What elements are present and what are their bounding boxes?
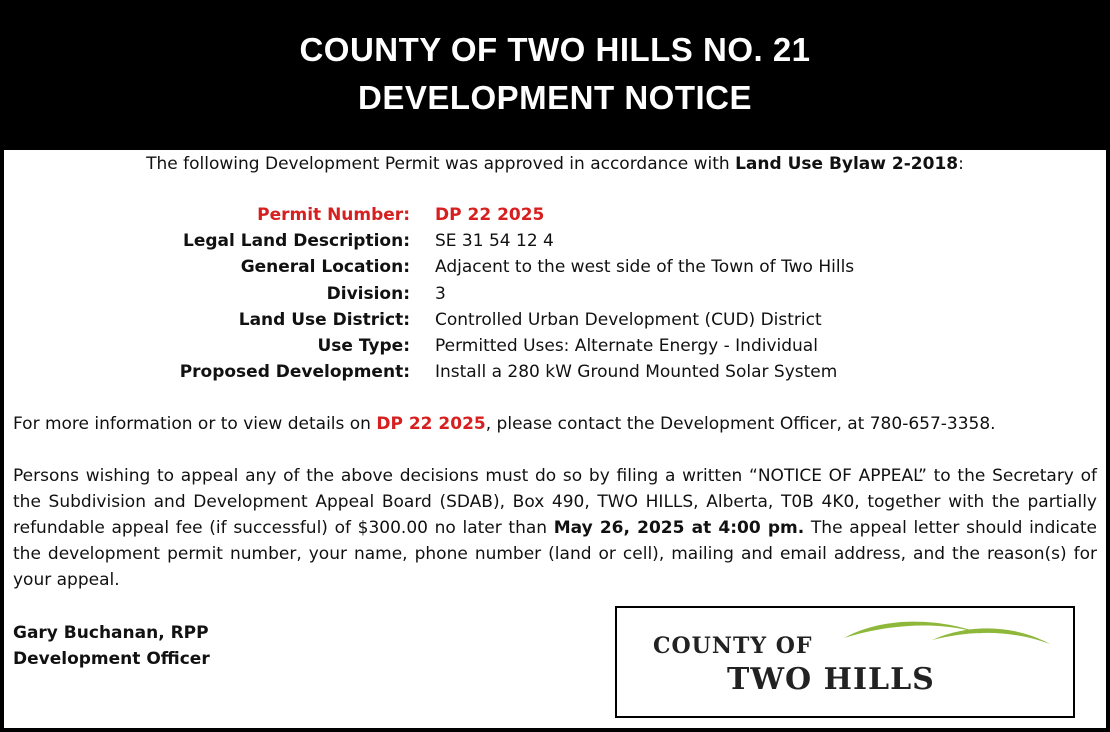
intro-text bbox=[4, 151, 1106, 177]
intro-suffix: : bbox=[958, 154, 964, 174]
field-proposed-development bbox=[4, 359, 1004, 385]
appeal-paragraph bbox=[13, 463, 1097, 593]
appeal-deadline: May 26, 2025 at 4:00 pm. bbox=[553, 518, 805, 538]
field-label: Legal Land Description: bbox=[183, 231, 410, 252]
field-value: Adjacent to the west side of the Town of Two Hills bbox=[435, 257, 855, 278]
contact-info-paragraph bbox=[13, 411, 1097, 437]
field-label: General Location: bbox=[240, 257, 410, 278]
bylaw-name: Land Use Bylaw 2-2018 bbox=[735, 154, 959, 174]
intro-prefix: The following Development Permit was approved in accordance with bbox=[146, 154, 736, 174]
notice-header bbox=[0, 0, 1110, 148]
field-label: Land Use District: bbox=[238, 309, 410, 330]
field-land-use-district bbox=[4, 307, 1004, 333]
info-permit-number: DP 22 2025 bbox=[376, 414, 486, 434]
field-value: 3 bbox=[435, 283, 446, 304]
header-title-line1: COUNTY OF TWO HILLS NO. 21 bbox=[299, 31, 811, 68]
field-value: SE 31 54 12 4 bbox=[435, 231, 554, 252]
field-value: DP 22 2025 bbox=[435, 205, 545, 225]
field-legal-land-description bbox=[4, 228, 1004, 254]
signature-block bbox=[13, 620, 210, 672]
info-suffix: , please contact the Development Officer, at 780-657-3358. bbox=[485, 414, 996, 434]
hills-swoosh-icon bbox=[842, 614, 1052, 654]
info-prefix: For more information or to view details on bbox=[13, 414, 377, 434]
logo-text-two-hills: TWO HILLS bbox=[727, 662, 935, 697]
officer-title: Development Officer bbox=[13, 649, 210, 669]
field-use-type bbox=[4, 333, 1004, 359]
field-division bbox=[4, 281, 1004, 307]
field-permit-number bbox=[4, 202, 1004, 228]
appeal-text-continued: The appeal letter should indicate the development permit number, your name, phone number (land or cell), mailing and email address, and the reason(s) for your appeal. bbox=[13, 518, 1097, 590]
field-value: Controlled Urban Development (CUD) District bbox=[435, 309, 822, 330]
field-label: Division: bbox=[326, 283, 410, 304]
logo-text-county-of: COUNTY OF bbox=[653, 633, 813, 659]
field-value: Install a 280 kW Ground Mounted Solar System bbox=[435, 362, 838, 383]
county-logo bbox=[615, 606, 1075, 718]
field-value: Permitted Uses: Alternate Energy - Individual bbox=[435, 335, 818, 356]
header-title-line2: DEVELOPMENT NOTICE bbox=[357, 79, 753, 116]
officer-name: Gary Buchanan, RPP bbox=[13, 623, 209, 643]
field-label: Permit Number: bbox=[257, 205, 410, 225]
permit-fields bbox=[4, 202, 1004, 385]
notice-body bbox=[4, 150, 1106, 728]
field-general-location bbox=[4, 254, 1004, 280]
appeal-text: Persons wishing to appeal any of the above decisions must do so by filing a written “NOTICE OF APPEAL” to the Secretary of the Subdivision and Development Appeal Board (SDAB), Box 490, TWO HILLS, Alberta, T0B 4K0, together with the partially refundable appeal fee (if successful) of $300.00 no later than bbox=[13, 466, 1097, 538]
field-label: Use Type: bbox=[317, 335, 410, 356]
field-label: Proposed Development: bbox=[179, 362, 410, 383]
